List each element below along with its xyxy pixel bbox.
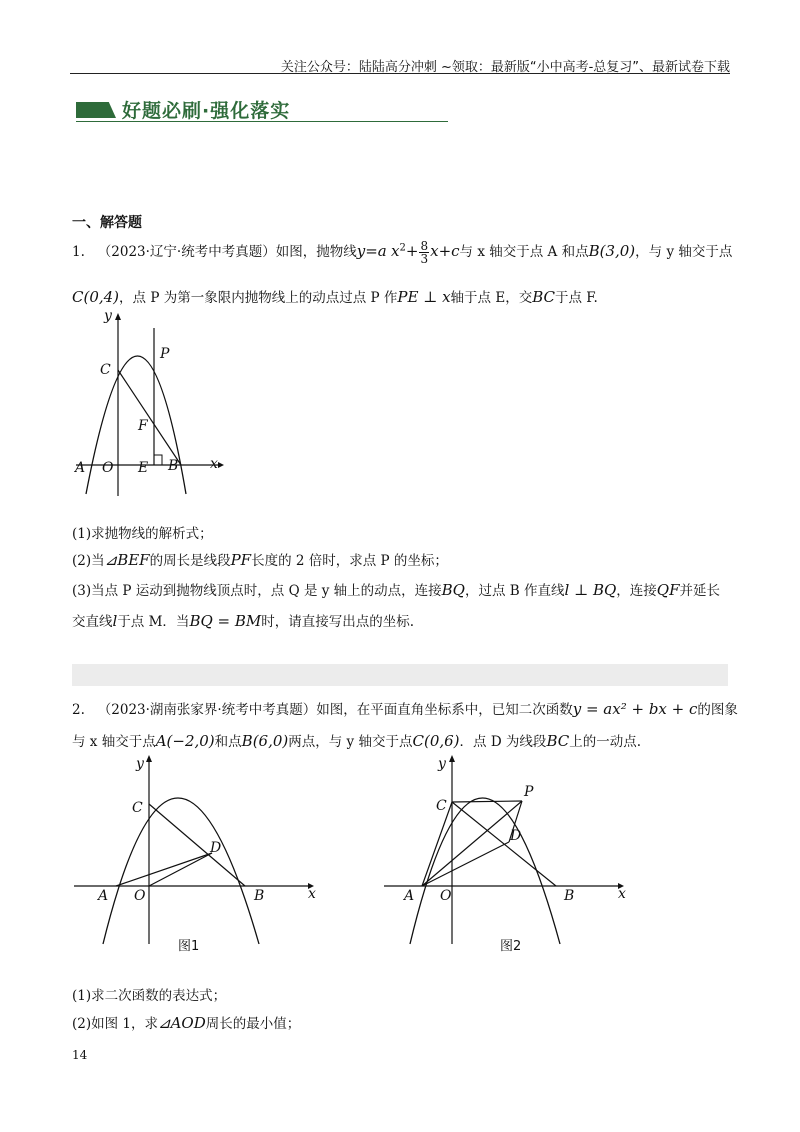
label-p: P [524, 784, 534, 800]
problem1-pe-perp: PE ⊥ x [397, 288, 451, 306]
figure2-caption: 图2 [500, 939, 522, 952]
label-x: x [210, 456, 218, 472]
q3-text-b: ，过点 B 作直线 [464, 583, 565, 599]
q3-eq: BQ = BM [189, 612, 262, 630]
problem1-question1: (1)求抛物线的解析式； [72, 526, 213, 542]
problem2-line1 [72, 698, 738, 718]
q3-qf: QF [656, 581, 680, 599]
page-header-text: 关注公众号：陆陆高分冲刺 ~领取：最新版“小中高考-总复习”、最新试卷下载 [280, 60, 730, 75]
q3-bq: BQ [441, 581, 465, 599]
label-c: C [132, 800, 143, 816]
problem1-question3-line2 [72, 610, 414, 630]
label-b: B [564, 888, 575, 904]
problem2-question2 [72, 1012, 300, 1032]
label-x: x [308, 886, 316, 902]
q3-perp: l ⊥ BQ [564, 581, 617, 599]
problem2-source: （2023·湖南张家界·统考中考真题）如图，在平面直角坐标系中，已知二次函数 [97, 702, 573, 718]
problem2-text-after-eq: 的图象 [697, 702, 738, 718]
label-a: A [404, 888, 415, 904]
q3-line2-b: 于点 M．当 [117, 614, 190, 630]
problem2-equation: y = ax² + bx + c [572, 700, 698, 718]
label-e: E [138, 460, 149, 476]
p2q2-text-a: (2)如图 1，求 [72, 1016, 159, 1032]
problem2-point-c: C(0,6) [412, 732, 460, 750]
segment-ad [116, 853, 212, 886]
problem2-line2-b: 和点 [214, 734, 242, 750]
p2q2-triangle: ⊿AOD [158, 1014, 206, 1032]
problem2-number: 2. [72, 702, 85, 718]
problem1-line2-tail: 轴于点 E，交 [450, 290, 533, 306]
label-d: D [510, 828, 522, 844]
problem2-bc: BC [546, 732, 570, 750]
q2-triangle: ⊿BEF [104, 551, 150, 569]
label-c: C [436, 798, 447, 814]
problem1-eq-x: x [430, 242, 439, 260]
y-axis-arrow [146, 755, 152, 762]
section-title: 一、解答题 [72, 215, 142, 231]
label-o: O [102, 460, 114, 476]
q2-text-a: (2)当 [72, 553, 105, 569]
problem1-number: 1. [72, 244, 85, 260]
problem1-eq-equals: = [365, 242, 378, 260]
segment-cp [452, 801, 522, 802]
label-a: A [75, 460, 86, 476]
problem1-eq-y: y [356, 242, 366, 260]
problem1-text-tail: ，与 y 轴交于点 [635, 244, 733, 260]
banner-title: 好题必刷·强化落实 [122, 100, 291, 122]
header-divider [70, 73, 730, 74]
segment-od [149, 853, 212, 886]
figure1-caption: 图1 [178, 939, 200, 952]
problem1-point-c: C(0,4) [72, 288, 120, 306]
problem2-line2 [72, 730, 641, 750]
separator-band [72, 664, 728, 686]
q3-text-d: 并延长 [679, 583, 720, 599]
label-p: P [160, 346, 170, 362]
problem1-eq-x2: x [391, 242, 400, 260]
y-axis-arrow [449, 755, 455, 762]
problem1-eq-c: +c [438, 242, 460, 260]
label-y: y [104, 308, 112, 324]
right-angle-mark [154, 455, 162, 465]
problem1-eq-a: a [377, 242, 387, 260]
label-f: F [138, 418, 148, 434]
label-y: y [136, 756, 144, 772]
problem1-bc: BC [532, 288, 555, 306]
problem1-question3-line1 [72, 579, 720, 599]
problem2-point-b: B(6,0) [241, 732, 289, 750]
problem2-point-a: A(−2,0) [155, 732, 215, 750]
problem1-line2-text: ，点 P 为第一象限内抛物线上的动点过点 P 作 [119, 290, 398, 306]
q2-text-b: 的周长是线段 [149, 553, 231, 569]
label-c: C [100, 362, 111, 378]
x-axis-arrow [218, 462, 224, 468]
q3-text-c: ，连接 [616, 583, 657, 599]
label-y: y [438, 756, 446, 772]
parabola [103, 798, 259, 944]
problem2-line2-d: ．点 D 为线段 [459, 734, 547, 750]
q3-line2-c: 时，请直接写出点的坐标. [261, 614, 415, 630]
p2q2-text-b: 周长的最小值； [205, 1016, 301, 1032]
problem1-line2-end: 于点 F. [554, 290, 598, 306]
problem2-question1: (1)求二次函数的表达式； [72, 988, 227, 1004]
problem1-question2 [72, 549, 448, 569]
problem1-line2 [72, 286, 598, 306]
q2-pf: PF [230, 551, 252, 569]
problem1-point-b: B(3,0) [588, 242, 636, 260]
label-o: O [440, 888, 452, 904]
problem1-eq-fraction [419, 240, 429, 265]
y-axis-arrow [115, 313, 121, 320]
q3-text-a: (3)当点 P 运动到抛物线顶点时，点 Q 是 y 轴上的动点，连接 [72, 583, 442, 599]
q3-line2-a: 交直线 [72, 614, 113, 630]
page-number: 14 [72, 1048, 88, 1062]
problem1-source: （2023·辽宁·统考中考真题）如图，抛物线 [97, 244, 357, 260]
problem2-line2-a: 与 x 轴交于点 [72, 734, 156, 750]
segment-bc [149, 804, 245, 886]
label-b: B [168, 458, 179, 474]
fraction-denominator: 3 [420, 252, 429, 266]
label-b: B [254, 888, 265, 904]
q3-l: l [112, 612, 118, 630]
q2-text-c: 长度的 2 倍时，求点 P 的坐标； [251, 553, 448, 569]
fraction-numerator: 8 [420, 239, 429, 253]
label-o: O [134, 888, 146, 904]
problem1-figure [72, 308, 232, 500]
problem1-line1 [72, 240, 732, 265]
label-x: x [618, 886, 626, 902]
problem2-figure2 [382, 752, 642, 952]
problem2-figure1 [72, 752, 332, 952]
problem1-text-after-eq: 与 x 轴交于点 A 和点 [459, 244, 589, 260]
label-d: D [210, 840, 222, 856]
problem2-line2-e: 上的一动点. [569, 734, 642, 750]
problem1-eq-plus: + [405, 242, 419, 260]
label-a: A [98, 888, 109, 904]
problem2-line2-c: 两点，与 y 轴交于点 [288, 734, 413, 750]
banner-underline [76, 121, 448, 122]
banner-bar-decoration [76, 102, 116, 118]
problem1-eq-square: 2 [399, 242, 406, 254]
segment-bc [118, 370, 181, 465]
